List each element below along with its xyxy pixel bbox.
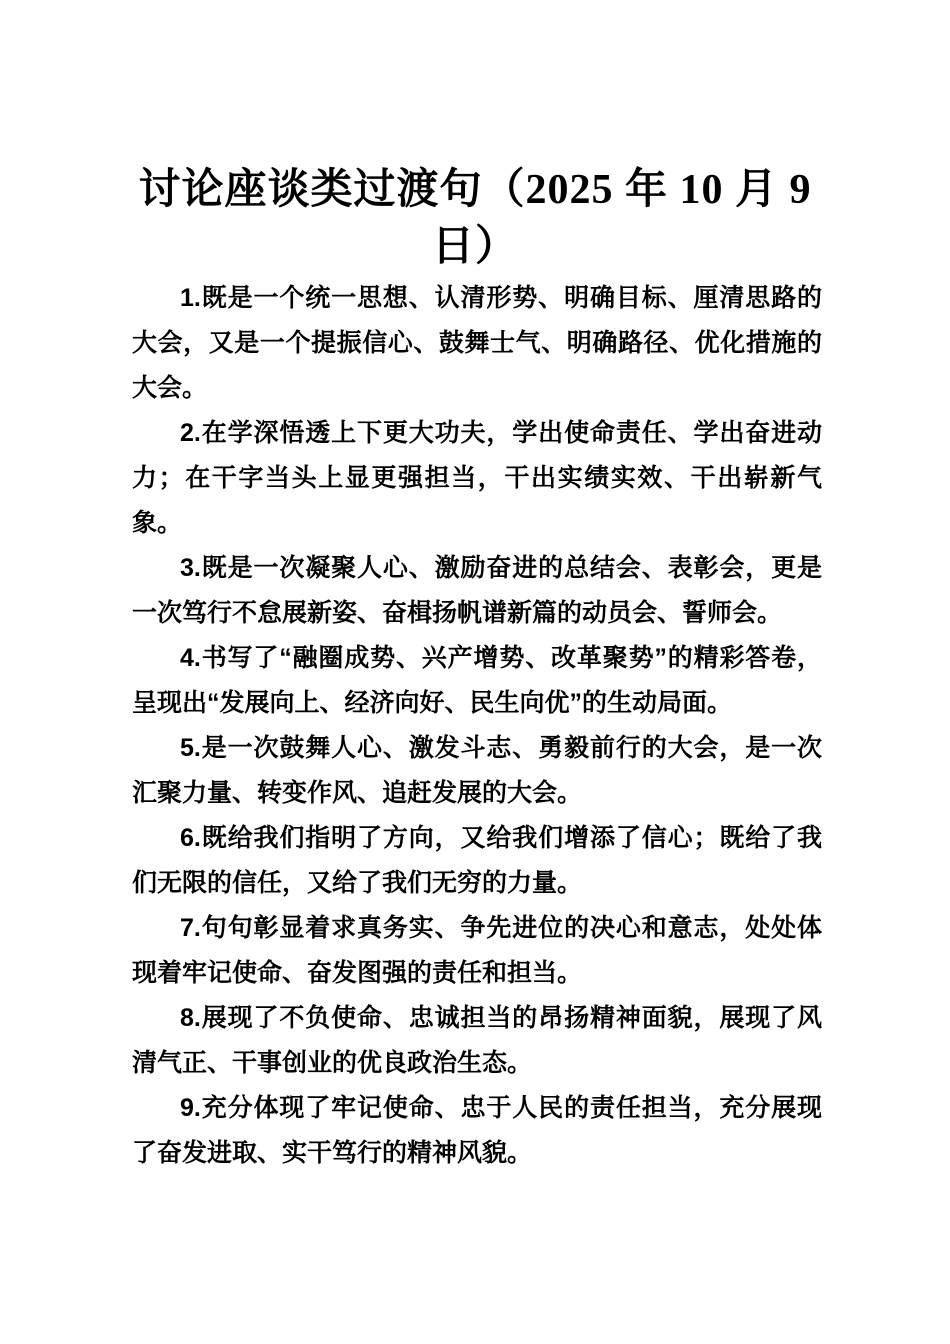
- paragraph-line: 了奋发进取、实干笃行的精神风貌。: [132, 1139, 533, 1167]
- paragraph-line: 们无限的信任，又给了我们无穷的力量。: [132, 869, 583, 897]
- paragraph-line: 呈现出“发展向上、经济向好、民生向优”的生动局面。: [132, 689, 733, 717]
- paragraph-line: 8.展现了不负使命、忠诚担当的昂扬精神面貌，展现了风: [180, 1004, 822, 1032]
- paragraph: [132, 411, 822, 546]
- paragraph: [132, 816, 822, 906]
- paragraph-line: 5.是一次鼓舞人心、激发斗志、勇毅前行的大会，是一次: [180, 734, 822, 762]
- paragraph-line: 大会。: [132, 374, 208, 402]
- paragraph-line: 清气正、干事创业的优良政治生态。: [132, 1049, 533, 1077]
- document-title: [0, 162, 950, 276]
- paragraph: [132, 996, 822, 1086]
- paragraph-line: 4.书写了“融圈成势、兴产增势、改革聚势”的精彩答卷，: [180, 644, 822, 672]
- paragraph-line: 3.既是一次凝聚人心、激励奋进的总结会、表彰会，更是: [180, 554, 822, 582]
- paragraph-line: 大会，又是一个提振信心、鼓舞士气、明确路径、优化措施的: [132, 329, 822, 357]
- paragraph: [132, 1086, 822, 1176]
- paragraph: [132, 636, 822, 726]
- paragraph: [132, 546, 822, 636]
- document-title-line1: 讨论座谈类过渡句（2025 年 10 月 9: [138, 167, 812, 213]
- paragraph-line: 9.充分体现了牢记使命、忠于人民的责任担当，充分展现: [180, 1094, 822, 1122]
- paragraph-line: 现着牢记使命、奋发图强的责任和担当。: [132, 959, 583, 987]
- paragraph: [132, 726, 822, 816]
- paragraph-line: 6.既给我们指明了方向，又给我们增添了信心；既给了我: [180, 824, 822, 852]
- paragraph-line: 力；在干字当头上显更强担当，干出实绩实效、干出崭新气: [132, 464, 822, 492]
- paragraph-line: 7.句句彰显着求真务实、争先进位的决心和意志，处处体: [180, 914, 822, 942]
- paragraph-line: 1.既是一个统一思想、认清形势、明确目标、厘清思路的: [180, 284, 822, 312]
- paragraph: [132, 906, 822, 996]
- document-body: [0, 276, 950, 1176]
- paragraph: [132, 276, 822, 411]
- paragraph-line: 象。: [132, 509, 183, 537]
- document-title-line2: 日）: [431, 224, 518, 270]
- paragraph-line: 2.在学深悟透上下更大功夫，学出使命责任、学出奋进动: [180, 419, 822, 447]
- paragraph-line: 汇聚力量、转变作风、追赶发展的大会。: [132, 779, 583, 807]
- paragraph-line: 一次笃行不怠展新姿、奋楫扬帆谱新篇的动员会、誓师会。: [132, 599, 783, 627]
